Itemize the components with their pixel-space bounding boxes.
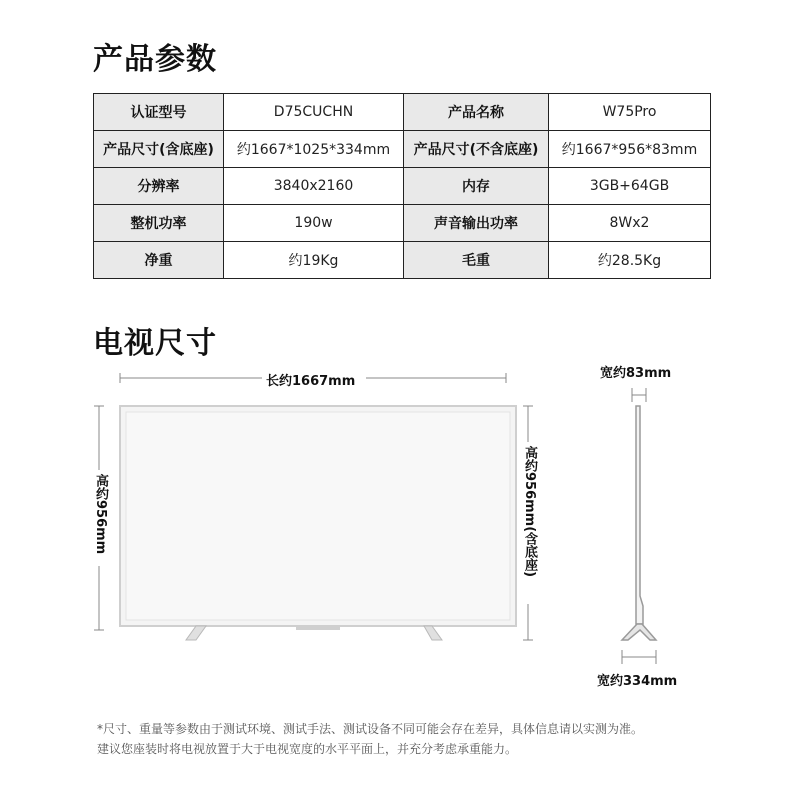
spec-label: 内存 xyxy=(404,168,549,205)
tv-side-view xyxy=(622,388,656,664)
stand-depth-label: 宽约334mm xyxy=(597,670,677,689)
spec-value: 190w xyxy=(224,205,404,242)
spec-value: 约1667*956*83mm xyxy=(549,131,711,168)
spec-value: 约1667*1025*334mm xyxy=(224,131,404,168)
tv-stand-right xyxy=(424,626,442,640)
tv-screen xyxy=(126,412,510,620)
spec-value: 3GB+64GB xyxy=(549,168,711,205)
length-label: 长约1667mm xyxy=(266,370,355,389)
spec-label: 整机功率 xyxy=(94,205,224,242)
spec-value: 8Wx2 xyxy=(549,205,711,242)
spec-value: W75Pro xyxy=(549,94,711,131)
spec-value: 约19Kg xyxy=(224,242,404,279)
footnote-line-1: *尺寸、重量等参数由于测试环境、测试手法、测试设备不同可能会存在差异，具体信息请以实测为准。 xyxy=(97,722,644,736)
spec-label: 产品尺寸(含底座) xyxy=(94,131,224,168)
spec-value: D75CUCHN xyxy=(224,94,404,131)
spec-label: 产品尺寸(不含底座) xyxy=(404,131,549,168)
spec-label: 产品名称 xyxy=(404,94,549,131)
height-label: 高约956mm xyxy=(93,474,108,555)
depth-label: 宽约83mm xyxy=(600,362,671,381)
tv-front-view xyxy=(120,406,516,640)
height-with-stand-label: 高约956mm(含底座) xyxy=(522,446,537,578)
spec-value: 约28.5Kg xyxy=(549,242,711,279)
spec-label: 认证型号 xyxy=(94,94,224,131)
section-title-dimensions: 电视尺寸 xyxy=(93,326,217,361)
tv-bottom-logo-bar xyxy=(296,626,340,630)
footnote-line-2: 建议您座装时将电视放置于大于电视宽度的水平平面上，并充分考虑承重能力。 xyxy=(97,742,518,756)
spec-value: 3840x2160 xyxy=(224,168,404,205)
spec-label: 分辨率 xyxy=(94,168,224,205)
spec-label: 毛重 xyxy=(404,242,549,279)
spec-label: 声音输出功率 xyxy=(404,205,549,242)
spec-label: 净重 xyxy=(94,242,224,279)
tv-stand-left xyxy=(186,626,206,640)
section-title-params: 产品参数 xyxy=(93,42,217,77)
